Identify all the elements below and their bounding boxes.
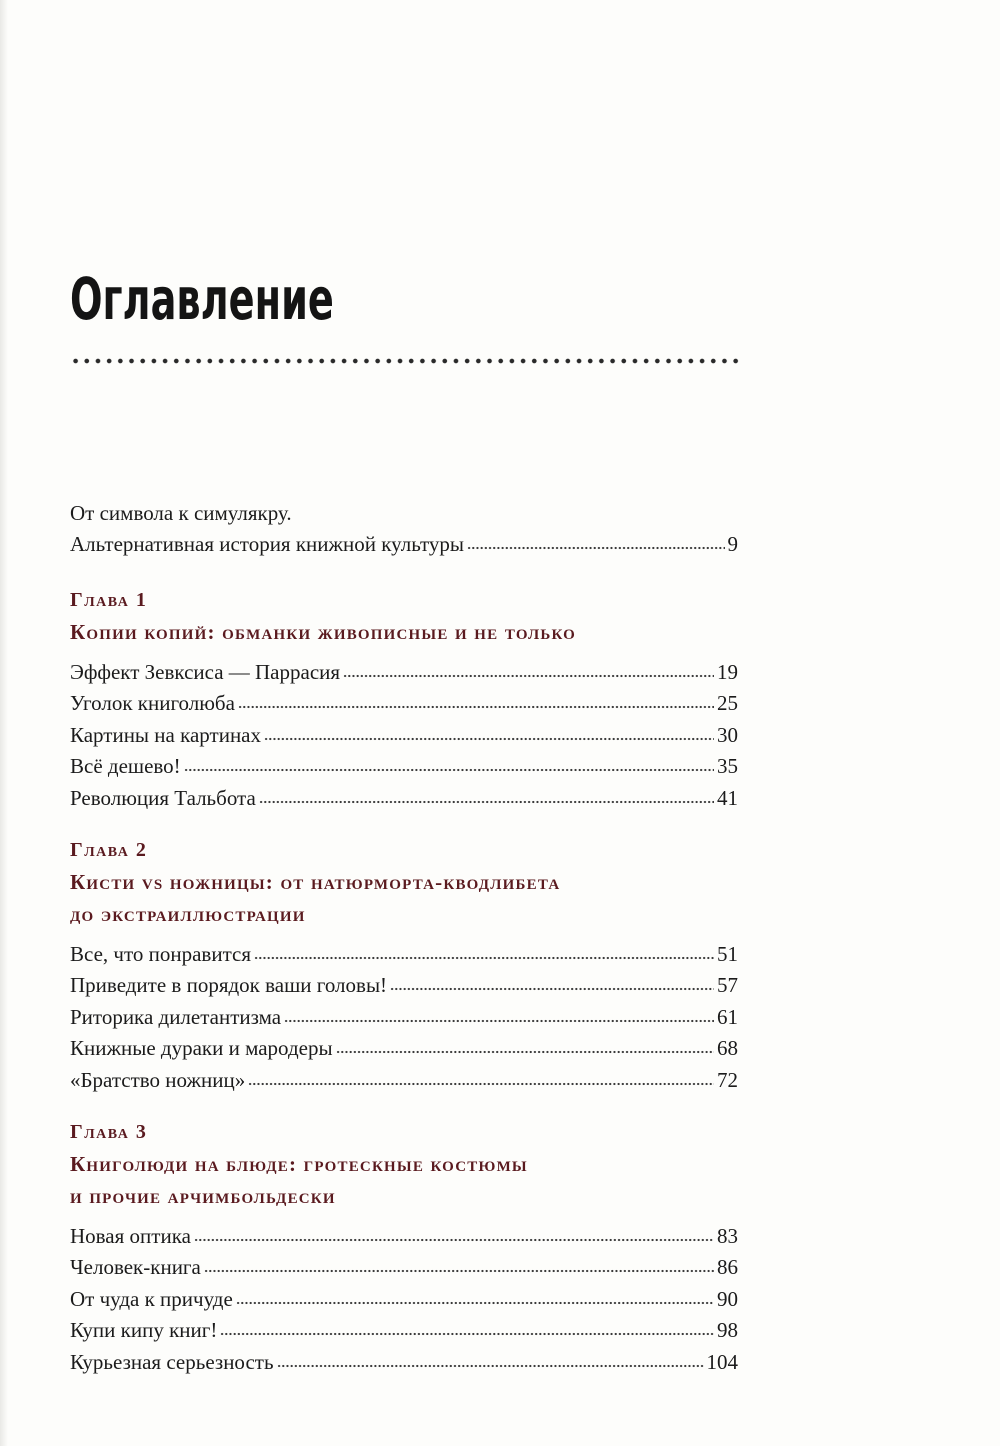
toc-entry[interactable] <box>70 1033 738 1065</box>
entry-page-number: 41 <box>717 785 738 810</box>
toc-entry[interactable] <box>70 970 738 1002</box>
page-edge-shadow <box>0 0 8 1446</box>
entry-label: Картины на картинах <box>70 722 261 747</box>
entry-label: Революция Тальбота <box>70 785 256 810</box>
entry-label: «Братство ножниц» <box>70 1067 246 1092</box>
dot-leader <box>220 1331 714 1337</box>
entry-page-number: 19 <box>717 659 738 684</box>
chapter-section <box>70 834 738 1097</box>
entry-page-number: 51 <box>717 941 738 966</box>
chapter-title-line: до экстраиллюстрации <box>70 901 306 926</box>
toc-entry[interactable] <box>70 939 738 971</box>
dot-leader <box>343 673 714 679</box>
toc-entry[interactable] <box>70 688 738 720</box>
entry-label: Курьезная серьезность <box>70 1349 274 1374</box>
entry-label: Купи кипу книг! <box>70 1318 218 1343</box>
entry-label: Альтернативная история книжной культуры <box>70 532 465 556</box>
dot-leader <box>467 545 724 551</box>
dot-leader <box>264 736 714 742</box>
dot-leader <box>238 704 714 710</box>
toc-entry[interactable] <box>70 1315 738 1347</box>
entry-page-number: 83 <box>717 1223 738 1248</box>
dot-leader <box>336 1049 714 1055</box>
toc-entry[interactable] <box>70 783 738 815</box>
page-title: Оглавление <box>70 265 334 333</box>
dot-leader <box>184 767 714 773</box>
chapter-title-line: и прочие арчимбольдески <box>70 1183 336 1208</box>
toc-entry[interactable] <box>70 657 738 689</box>
intro-entry[interactable] <box>70 529 738 561</box>
chapter-title-line: Книголюди на блюде: гротескные костюмы <box>70 1151 528 1176</box>
entry-label: Книжные дураки и мародеры <box>70 1036 333 1061</box>
chapter-number: Глава 3 <box>70 1120 148 1143</box>
toc-entry[interactable] <box>70 1002 738 1034</box>
toc-entry[interactable] <box>70 1065 738 1097</box>
dot-leader <box>204 1268 714 1274</box>
entry-page-number: 98 <box>717 1318 738 1343</box>
toc-entry[interactable] <box>70 1347 738 1379</box>
dot-leader <box>277 1363 704 1369</box>
intro-section <box>70 498 738 561</box>
chapter-section <box>70 584 738 815</box>
dot-leader <box>284 1018 714 1024</box>
dot-leader <box>390 986 714 992</box>
entry-page-number: 90 <box>717 1286 738 1311</box>
toc-entry[interactable] <box>70 1252 738 1284</box>
entry-label: Риторика дилетантизма <box>70 1004 282 1029</box>
entry-label: Новая оптика <box>70 1223 191 1248</box>
entry-label: Приведите в порядок ваши головы! <box>70 973 388 998</box>
dot-leader <box>259 799 714 805</box>
toc-entry[interactable] <box>70 1284 738 1316</box>
entry-page-number: 30 <box>717 722 738 747</box>
entry-label: Человек-книга <box>70 1255 201 1280</box>
chapter-title-line: Копии копий: обманки живописные и не только <box>70 619 577 644</box>
entry-page-number: 61 <box>717 1004 738 1029</box>
entry-page-number: 35 <box>717 754 738 779</box>
entry-label: От чуда к причуде <box>70 1286 233 1311</box>
entry-label: Всё дешево! <box>70 754 181 779</box>
entry-page-number: 86 <box>717 1255 738 1280</box>
entry-page-number: 104 <box>706 1349 738 1374</box>
dot-leader <box>254 955 714 961</box>
title-dotted-rule <box>70 355 742 367</box>
dot-leader <box>248 1081 714 1087</box>
entry-page-number: 57 <box>717 973 738 998</box>
table-of-contents <box>70 498 738 1379</box>
intro-line-1: От символа к симулякру. <box>70 501 292 525</box>
dot-leader <box>194 1237 714 1243</box>
chapter-section <box>70 1116 738 1379</box>
chapter-number: Глава 1 <box>70 588 148 611</box>
chapter-title-line: Кисти vs ножницы: от натюрморта-кводлибета <box>70 869 561 894</box>
entry-page-number: 68 <box>717 1036 738 1061</box>
entry-label: Уголок книголюба <box>70 691 235 716</box>
entry-page-number: 9 <box>727 532 738 556</box>
dot-leader <box>236 1300 714 1306</box>
toc-entry[interactable] <box>70 1221 738 1253</box>
entry-label: Эффект Зевксиса — Паррасия <box>70 659 341 684</box>
toc-entry[interactable] <box>70 751 738 783</box>
entry-page-number: 25 <box>717 691 738 716</box>
entry-label: Все, что понравится <box>70 941 251 966</box>
chapter-number: Глава 2 <box>70 838 148 861</box>
entry-page-number: 72 <box>717 1067 738 1092</box>
toc-entry[interactable] <box>70 720 738 752</box>
